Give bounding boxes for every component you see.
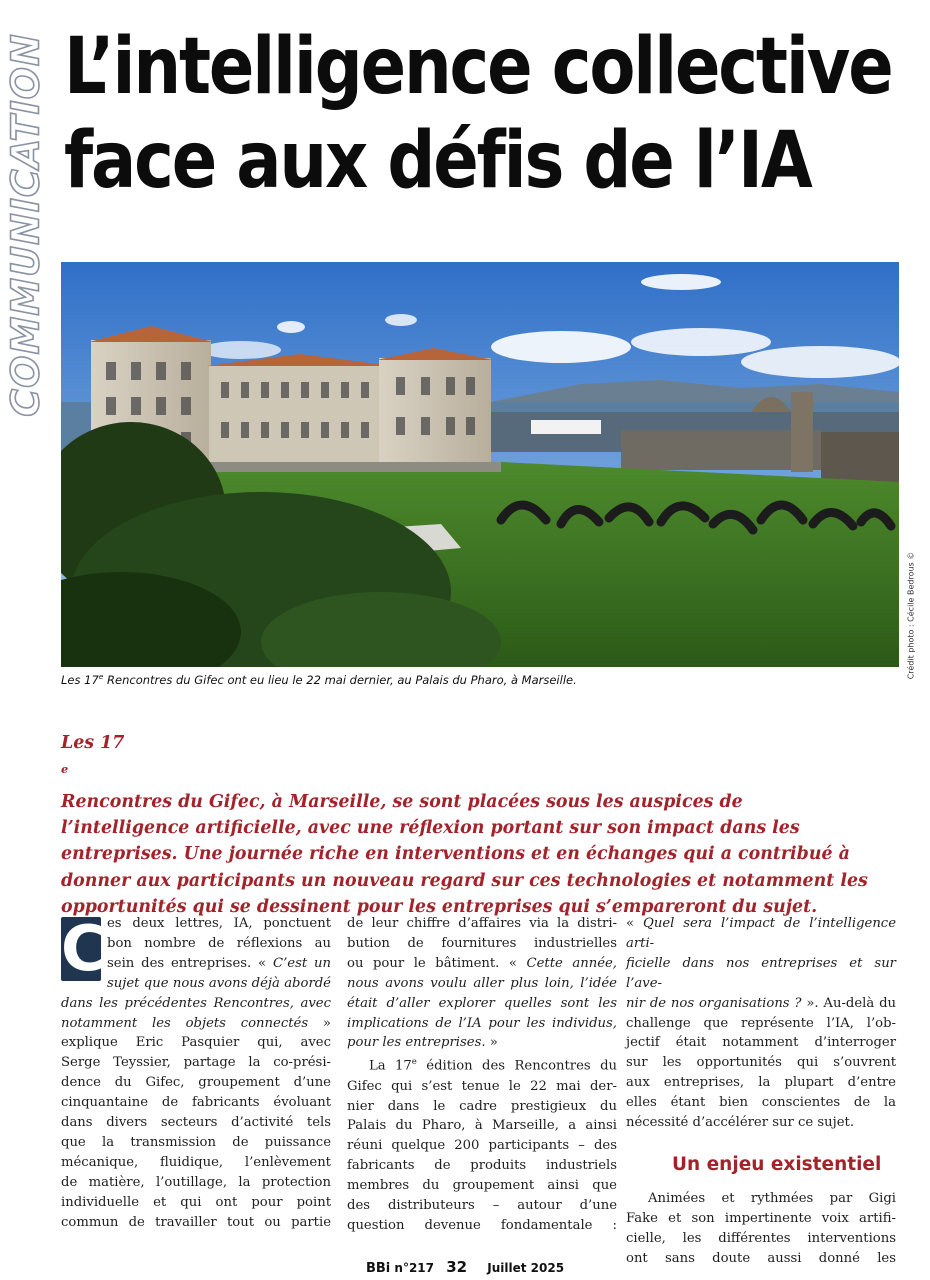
lead-line: donner aux participants un nouveau regard sur ces technologies et notamment les [61,870,868,891]
body-paragraph: de leur chiffre d’affaires via la distri- bution de fournitures industrielles ou pour le bâtiment. « Cette année, nous avons voulu aller plus loin, l’idée était d’aller explorer quelles sont les implications de l’IA pour les individus, pour les entreprises. » [347,916,618,1051]
body-paragraph: La 17e édition des Rencontres du Gifec qui s’est tenue le 22 mai der- nier dans le cadre prestigieux du Palais du Pharo, à Marseille, a ainsi réuni quelque 200 participants – des fabricants de produits industriels membres du groupement ainsi que des distributeurs – autour d’une question devenue fondamentale : [347,1057,618,1233]
body-paragraph: « Quel sera l’impact de l’intelligence arti- ficielle dans nos entreprises et sur l’ave- nir de nos organisations ? ». Au-delà du challenge que représente l’IA, l’ob- jectif était notamment d’interroger sur les opportunités qui s’ouvrent aux entreprises, la plupart d’entre elles étant bien conscientes de la nécessité d’accélérer sur ce sujet. [626,916,897,1131]
magazine-name: BBi [365,1261,391,1276]
lead-line: Les 17 $^e$ Rencontres du Gifec, à Marseille, se sont placées sous les auspices de [61,733,743,812]
body-column-3 [626,914,896,1269]
photo-credit: Crédit photo : Cécile Bedrous © [906,551,916,679]
body-column-2 [347,914,617,1236]
subheading: Un enjeu existentiel [672,1153,882,1175]
headline-line-2: face aux défis de l’IA [64,116,811,206]
body-paragraph: Animées et rythmées par Gigi Fake et son impertinente voix artifi- cielle, les différentes interventions ont sans doute aussi donné les [626,1190,896,1266]
headline-line-1: L’intelligence collective [64,22,892,112]
palais-du-pharo-photo [61,262,899,667]
issue-number: n°217 [394,1261,434,1275]
body-column-1 [61,914,331,1233]
section-label: COMMUNICATION [4,33,49,417]
lead-line: l’intelligence artificielle, avec une réflexion portant sur son impact dans les [61,818,800,839]
body-paragraph: C es deux lettres, IA, ponctuent bon nombre de réflexions au sein des entreprises. « C’est un sujet que nous avons déjà abordé dans les précédentes Rencontres, avec notamment les objets connectés » explique Eric Pasquier qui, avec Serge Teyssier, partage la co-prési- dence du Gifec, groupement d’une cinquantaine de fabricants évoluant dans divers secteurs d’activité tels que la transmission de puissance mécanique, fluidique, l’enlèvement de matière, l’outillage, la protection individuelle et qui ont pour point commun de travailler tout ou partie [61,912,331,1230]
issue-date: Juillet 2025 [487,1261,565,1275]
headline [64,20,892,208]
lead-line: entreprises. Une journée riche en interventions et en échanges qui a contribué à [61,844,850,865]
photo-caption: Les 17e Rencontres du Gifec ont eu lieu le 22 mai dernier, au Palais du Pharo, à Marseille. [61,672,577,687]
drop-cap: C [61,912,107,985]
lead-paragraph [61,730,901,921]
article-photo [61,262,899,667]
lead-line: opportunités qui se dessinent pour les entreprises qui s’empareront du sujet. [61,897,818,918]
page-number: 32 [446,1258,468,1276]
page-footer [0,1258,930,1276]
